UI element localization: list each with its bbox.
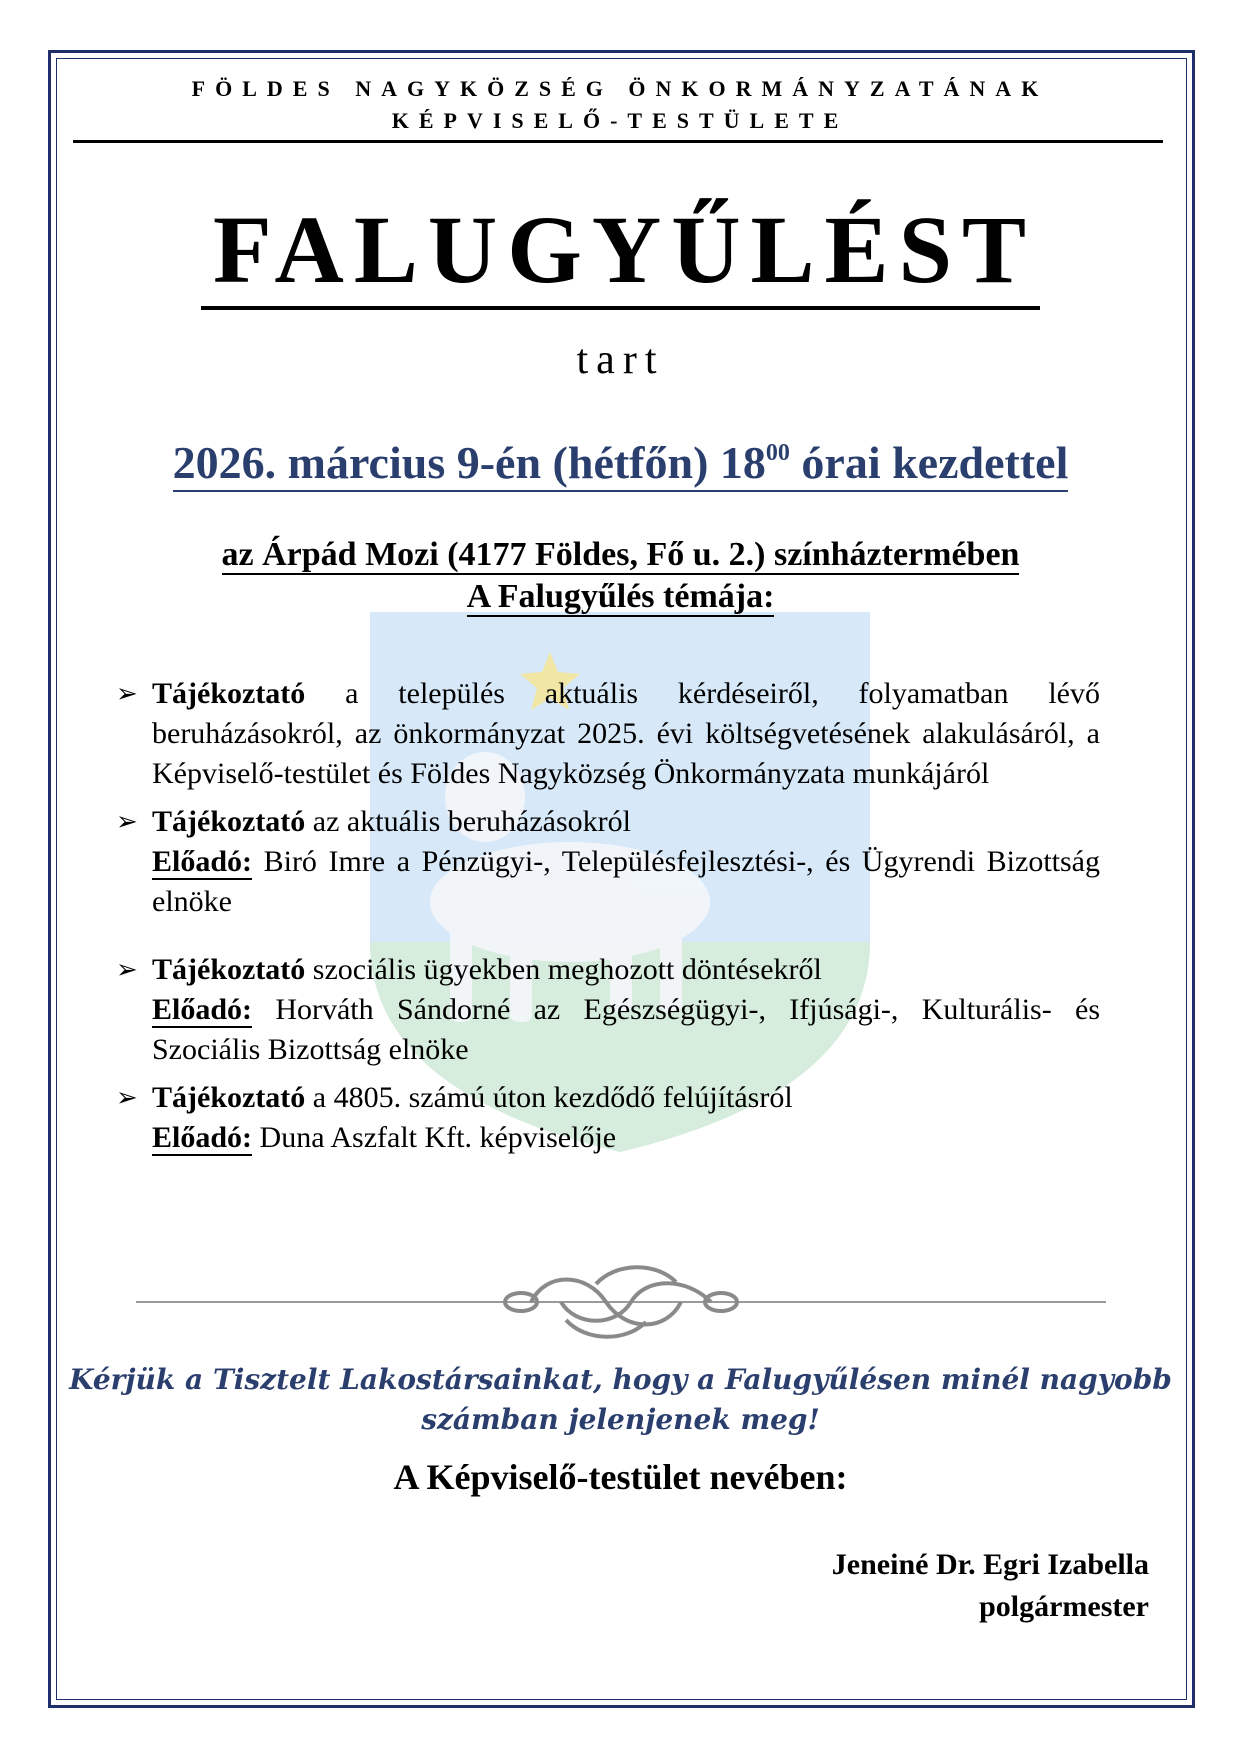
date-main: 2026. március 9-én (hétfőn) 18 bbox=[172, 437, 766, 488]
header-line-2: KÉPVISELŐ-TESTÜLETE bbox=[391, 108, 849, 133]
agenda-item bbox=[110, 1078, 1100, 1158]
signatory-name: Jeneiné Dr. Egri Izabella bbox=[831, 1548, 1149, 1581]
agenda-item bbox=[110, 674, 1100, 794]
closing-line-2: számban jelenjenek meg! bbox=[421, 1403, 820, 1436]
arrow-bullet-icon: ➢ bbox=[116, 1083, 138, 1112]
title-text: FALUGYŰLÉST bbox=[201, 200, 1040, 310]
agenda-item-text: szociális ügyekben meghozott döntésekről bbox=[305, 953, 822, 986]
date-superscript: 00 bbox=[765, 440, 790, 466]
presenter-label: Előadó: bbox=[152, 993, 253, 1026]
agenda-list bbox=[110, 674, 1100, 1158]
presenter-label: Előadó: bbox=[152, 1121, 253, 1154]
signature-block bbox=[832, 1544, 1149, 1628]
agenda-item bbox=[110, 802, 1100, 922]
arrow-bullet-icon: ➢ bbox=[116, 679, 138, 708]
closing-request bbox=[0, 1360, 1241, 1440]
agenda-item bbox=[110, 950, 1100, 1070]
ornamental-divider bbox=[136, 1262, 1106, 1342]
presenter-name: Duna Aszfalt Kft. képviselője bbox=[252, 1121, 617, 1154]
page-title bbox=[0, 196, 1241, 310]
signatory-role: polgármester bbox=[979, 1590, 1149, 1623]
agenda-item-lead: Tájékoztató bbox=[152, 677, 306, 710]
presenter-name: Horváth Sándorné az Egészségügyi-, Ifjúsági-, Kulturális- és Szociális Bizottság elnöke bbox=[152, 993, 1100, 1066]
closing-line-1: Kérjük a Tisztelt Lakostársainkat, hogy a Falugyűlésen minél nagyobb bbox=[69, 1363, 1172, 1396]
header-line-1: FÖLDES NAGYKÖZSÉG ÖNKORMÁNYZATÁNAK bbox=[191, 76, 1049, 101]
presenter-label: Előadó: bbox=[152, 845, 253, 878]
presenter-name: Biró Imre a Pénzügyi-, Településfejlesztési-, és Ügyrendi Bizottság elnöke bbox=[152, 845, 1100, 918]
topic-heading: A Falugyűlés témája: bbox=[466, 578, 775, 615]
agenda-item-text: a 4805. számú úton kezdődő felújításról bbox=[305, 1081, 793, 1114]
agenda-item-lead: Tájékoztató bbox=[152, 805, 306, 838]
event-date bbox=[0, 436, 1241, 489]
date-after: órai kezdettel bbox=[789, 437, 1069, 488]
on-behalf-of: A Képviselő-testület nevében: bbox=[393, 1457, 848, 1497]
subtitle: tart bbox=[576, 337, 665, 383]
agenda-item-text: az aktuális beruházásokról bbox=[305, 805, 631, 838]
agenda-item-lead: Tájékoztató bbox=[152, 1081, 306, 1114]
arrow-bullet-icon: ➢ bbox=[116, 807, 138, 836]
venue: az Árpád Mozi (4177 Földes, Fő u. 2.) színháztermében bbox=[221, 536, 1020, 573]
arrow-bullet-icon: ➢ bbox=[116, 955, 138, 984]
agenda-item-text: a település aktuális kérdéseiről, folyamatban lévő beruházásokról, az önkormányzat 2025. évi költségvetésének alakulásáról, a Képviselő-testület és Földes Nagyközség Önkormányzata munkájáról bbox=[152, 677, 1100, 790]
header-rule bbox=[73, 140, 1163, 143]
agenda-item-lead: Tájékoztató bbox=[152, 953, 306, 986]
